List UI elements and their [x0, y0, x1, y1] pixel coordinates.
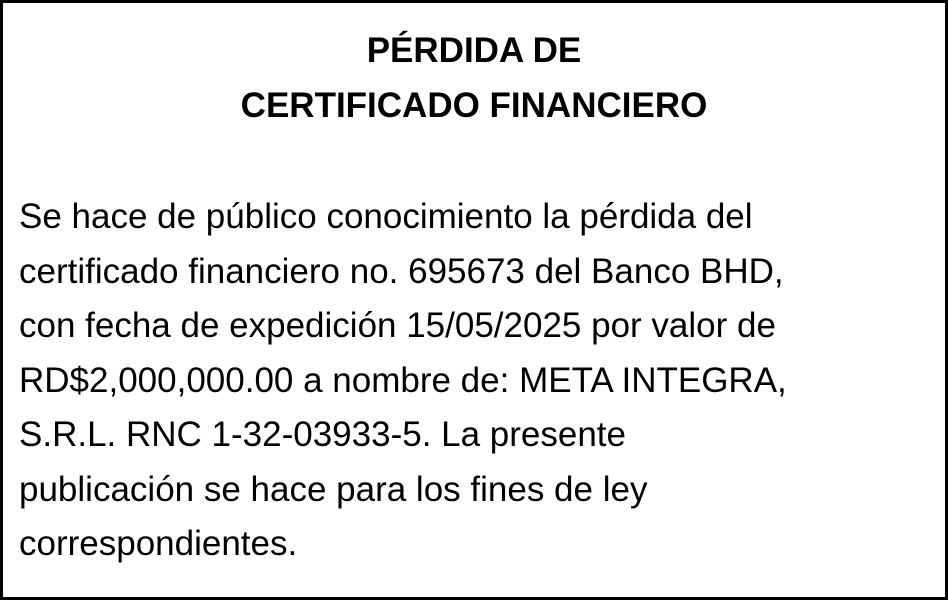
notice-body-line: RD$2,000,000.00 a nombre de: META INTEGRA,	[19, 360, 787, 400]
notice-body-line: correspondientes.	[19, 524, 298, 563]
notice-body-line: publicación se hace para los fines de ley	[19, 469, 648, 509]
notice-body-line: con fecha de expedición 15/05/2025 por valor de	[19, 306, 776, 345]
notice-body-line: certificado financiero no. 695673 del Banco BHD,	[19, 251, 784, 291]
notice-body-line: Se hace de público conocimiento la pérdida del	[19, 197, 753, 236]
notice-title-line-2: CERTIFICADO FINANCIERO	[240, 86, 708, 125]
notice-title-line-1: PÉRDIDA DE	[366, 31, 582, 70]
notice-body	[19, 190, 928, 572]
notice-body-line: S.R.L. RNC 1-32-03933-5. La presente	[19, 415, 626, 454]
